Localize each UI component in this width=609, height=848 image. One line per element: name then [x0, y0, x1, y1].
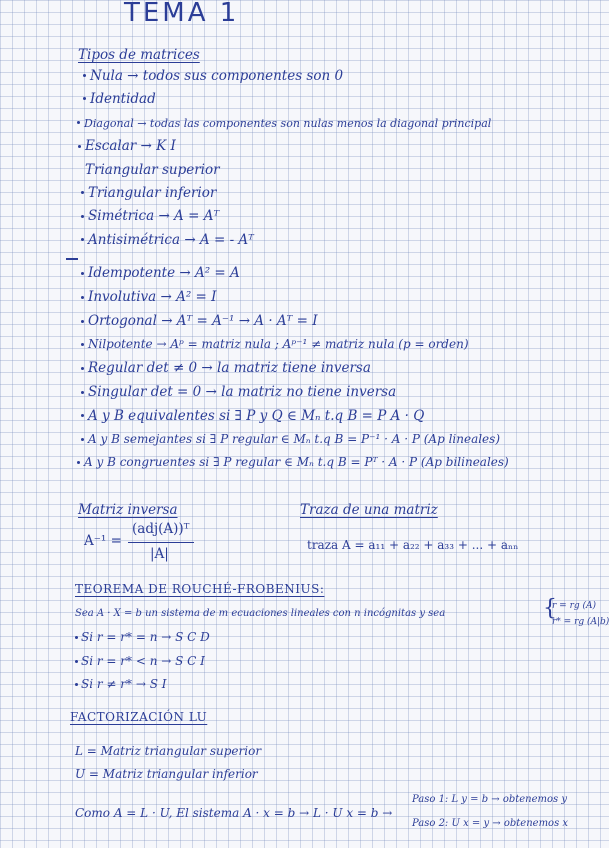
list-item: Idempotente → A² = A [88, 265, 240, 281]
list-item: Nilpotente → Aᵖ = matriz nula ; Aᵖ⁻¹ ≠ matriz nula (p = orden) [88, 337, 469, 351]
inverse-numerator: (adj(A))ᵀ [132, 521, 190, 537]
trace-formula: traza A = a₁₁ + a₂₂ + a₃₃ + ... + aₙₙ [307, 538, 519, 552]
list-item: A y B equivalentes si ∃ P y Q ∈ Mₙ t.q B = P A · Q [88, 408, 425, 424]
bullet-dot [81, 343, 84, 346]
list-item: Involutiva → A² = I [88, 289, 217, 305]
list-item: Si r = r* = n → S C D [81, 630, 210, 644]
inverse-denominator: |A| [150, 546, 169, 562]
bullet-dot [81, 238, 84, 241]
bullet-dot [81, 367, 84, 370]
list-item: Diagonal → todas las componentes son nulas menos la diagonal principal [84, 117, 492, 130]
section-heading-rouche: TEOREMA DE ROUCHÉ-FROBENIUS: [75, 582, 325, 596]
rouche-brace: { [543, 596, 557, 621]
lu-como-line: Como A = L · U, El sistema A · x = b → L · U x = b → [75, 806, 393, 820]
section-heading-inversa: Matriz inversa [78, 502, 178, 518]
list-item: Triangular superior [85, 162, 220, 178]
rouche-def-r: r = rg (A) [552, 601, 597, 611]
lu-u-definition: U = Matriz triangular inferior [75, 767, 258, 781]
bullet-dot [83, 74, 86, 77]
bullet-dot [81, 438, 84, 441]
inverse-lhs: A⁻¹ = [84, 533, 122, 549]
list-item: Regular det ≠ 0 → la matriz tiene inversa [88, 360, 371, 376]
bullet-dot [75, 660, 78, 663]
section-heading-traza: Traza de una matriz [300, 502, 438, 518]
fraction-bar [128, 542, 194, 543]
margin-dash [66, 258, 78, 260]
list-item: Si r = r* < n → S C I [81, 654, 205, 668]
list-item: Ortogonal → Aᵀ = A⁻¹ → A · Aᵀ = I [88, 313, 318, 329]
rouche-def-rstar: r* = rg (A|b) [552, 617, 609, 627]
list-item: Nula → todos sus componentes son 0 [90, 68, 344, 84]
bullet-dot [78, 145, 81, 148]
bullet-dot [81, 191, 84, 194]
section-heading-tipos: Tipos de matrices [78, 47, 200, 63]
bullet-dot [81, 320, 84, 323]
list-item: Escalar → K I [85, 138, 176, 154]
list-item: A y B congruentes si ∃ P regular ∈ Mₙ t.q B = Pᵀ · A · P (Ap bilineales) [84, 455, 509, 469]
bullet-dot [81, 296, 84, 299]
list-item: Antisimétrica → A = - Aᵀ [88, 232, 254, 248]
list-item: Simétrica → A = Aᵀ [88, 208, 220, 224]
bullet-dot [81, 391, 84, 394]
bullet-dot [75, 636, 78, 639]
lu-paso-2: Paso 2: U x = y → obtenemos x [412, 818, 569, 829]
page-title: TEMA 1 [124, 0, 240, 28]
lu-paso-1: Paso 1: L y = b → obtenemos y [412, 794, 568, 805]
list-item: Identidad [90, 91, 156, 107]
bullet-dot [77, 121, 80, 124]
bullet-dot [77, 461, 80, 464]
rouche-intro: Sea A · X = b un sistema de m ecuaciones lineales con n incógnitas y sea [75, 608, 446, 619]
list-item: Triangular inferior [88, 185, 217, 201]
list-item: A y B semejantes si ∃ P regular ∈ Mₙ t.q B = P⁻¹ · A · P (Ap lineales) [88, 432, 501, 446]
bullet-dot [81, 414, 84, 417]
section-heading-lu: FACTORIZACIÓN LU [70, 710, 208, 724]
list-item: Singular det = 0 → la matriz no tiene inversa [88, 384, 397, 400]
lu-l-definition: L = Matriz triangular superior [75, 744, 262, 758]
list-item: Si r ≠ r* → S I [81, 677, 167, 691]
bullet-dot [83, 97, 86, 100]
bullet-dot [81, 215, 84, 218]
bullet-dot [81, 272, 84, 275]
bullet-dot [75, 683, 78, 686]
